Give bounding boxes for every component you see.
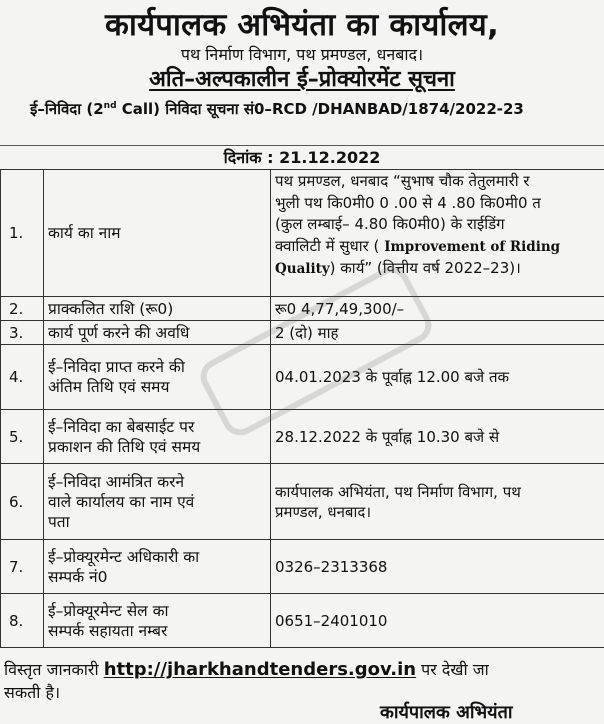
label-line: ई–निविदा प्राप्त करने की (48, 357, 266, 377)
row-label (44, 594, 271, 648)
footer-note (4, 658, 604, 704)
footer-line (4, 658, 604, 681)
value-line (275, 236, 604, 259)
label-line: प्रकाशन की तिथि एवं समय (48, 437, 266, 457)
value-line: (कुल लम्बाई– 4.80 कि0मी0) के राईडिंग (275, 214, 604, 236)
value-line (275, 258, 604, 281)
value-line: प्रमण्डल, धनबाद। (275, 502, 604, 522)
label-line: अंतिम तिथि एवं समय (48, 377, 266, 397)
ref-superscript: nd (104, 101, 117, 111)
department-line: पथ निर्माण विभाग, पथ प्रमण्डल, धनबाद। (0, 44, 604, 66)
table-row (1, 464, 604, 540)
notice-title: अति–अल्पकालीन ई–प्रोक्योरमेंट सूचना (0, 66, 604, 94)
label-line: ई–निविदा आमंत्रित करने (48, 472, 266, 492)
row-number: 1. (1, 170, 44, 297)
row-value: रू0 4,77,49,300/– (271, 297, 604, 321)
row-number: 3. (1, 321, 44, 345)
row-label (44, 464, 271, 540)
value-text: ) कार्य” (वित्तीय वर्ष 2022–23)। (330, 259, 521, 277)
row-number: 4. (1, 345, 44, 410)
office-title: कार्यपालक अभियंता का कार्यालय, (0, 0, 604, 46)
row-number: 6. (1, 464, 44, 540)
tender-details-table (0, 169, 604, 648)
row-label (44, 410, 271, 464)
value-line: भुली पथ कि0मी0 0 .00 से 4 .80 कि0मी0 त (275, 193, 604, 215)
label-line: वाले कार्यालय का नाम एवं (48, 492, 266, 512)
row-label (44, 540, 271, 594)
ref-call: Call) निविदा सूचना सं0– (117, 100, 272, 118)
value-line: पथ प्रमण्डल, धनबाद “सुभाष चौक तेतुलमारी र (275, 171, 604, 193)
footer-prefix: विस्तृत जानकारी (4, 660, 104, 679)
label-line: सम्पर्क नं0 (48, 567, 266, 587)
row-number: 8. (1, 594, 44, 648)
english-text: Quality (275, 261, 330, 277)
row-value: 2 (दो) माह (271, 321, 604, 345)
label-line: ई–प्रोक्यूरमेन्ट सेल का (48, 601, 266, 621)
row-value: 04.01.2023 के पूर्वाह्न 12.00 बजे तक (271, 345, 604, 410)
row-label: प्राक्कलित राशि (रू0) (44, 297, 271, 321)
label-line: ई–प्रोक्यूरमेन्ट अधिकारी का (48, 547, 266, 567)
tender-website-link[interactable]: http://jharkhandtenders.gov.in (104, 659, 416, 680)
label-line: पता (48, 512, 266, 532)
table-row (1, 410, 604, 464)
signature: कार्यपालक अभियंता (380, 700, 513, 724)
row-value: 28.12.2022 के पूर्वाह्न 10.30 बजे से (271, 410, 604, 464)
footer-suffix: पर देखी जा (416, 660, 489, 679)
table-row (1, 170, 604, 297)
ref-number: RCD /DHANBAD/1874/2022-23 (272, 100, 524, 118)
row-number: 7. (1, 540, 44, 594)
row-number: 5. (1, 410, 44, 464)
english-text: Improvement of Riding (384, 239, 560, 255)
label-line: सम्पर्क सहायता नम्बर (48, 621, 266, 641)
footer-line: सकती है। (4, 681, 604, 704)
label-line: ई–निविदा का बेबसाईट पर (48, 417, 266, 437)
row-value: 0326–2313368 (271, 540, 604, 594)
row-value: 0651–2401010 (271, 594, 604, 648)
tender-reference (6, 94, 604, 121)
notice-date: दिनांक : 21.12.2022 (0, 145, 604, 170)
row-label: कार्य का नाम (44, 170, 271, 297)
table-row (1, 594, 604, 648)
row-value (271, 464, 604, 540)
notice-header (0, 0, 604, 121)
value-text: क्वालिटी में सुधार ( (275, 237, 384, 255)
table-row (1, 321, 604, 345)
value-line: कार्यपालक अभियंता, पथ निर्माण विभाग, पथ (275, 482, 604, 502)
row-label: कार्य पूर्ण करने की अवधि (44, 321, 271, 345)
table-row (1, 297, 604, 321)
row-value (271, 170, 604, 297)
row-label (44, 345, 271, 410)
table-row (1, 345, 604, 410)
row-number: 2. (1, 297, 44, 321)
ref-prefix: ई–निविदा (2 (30, 100, 104, 118)
table-row (1, 540, 604, 594)
